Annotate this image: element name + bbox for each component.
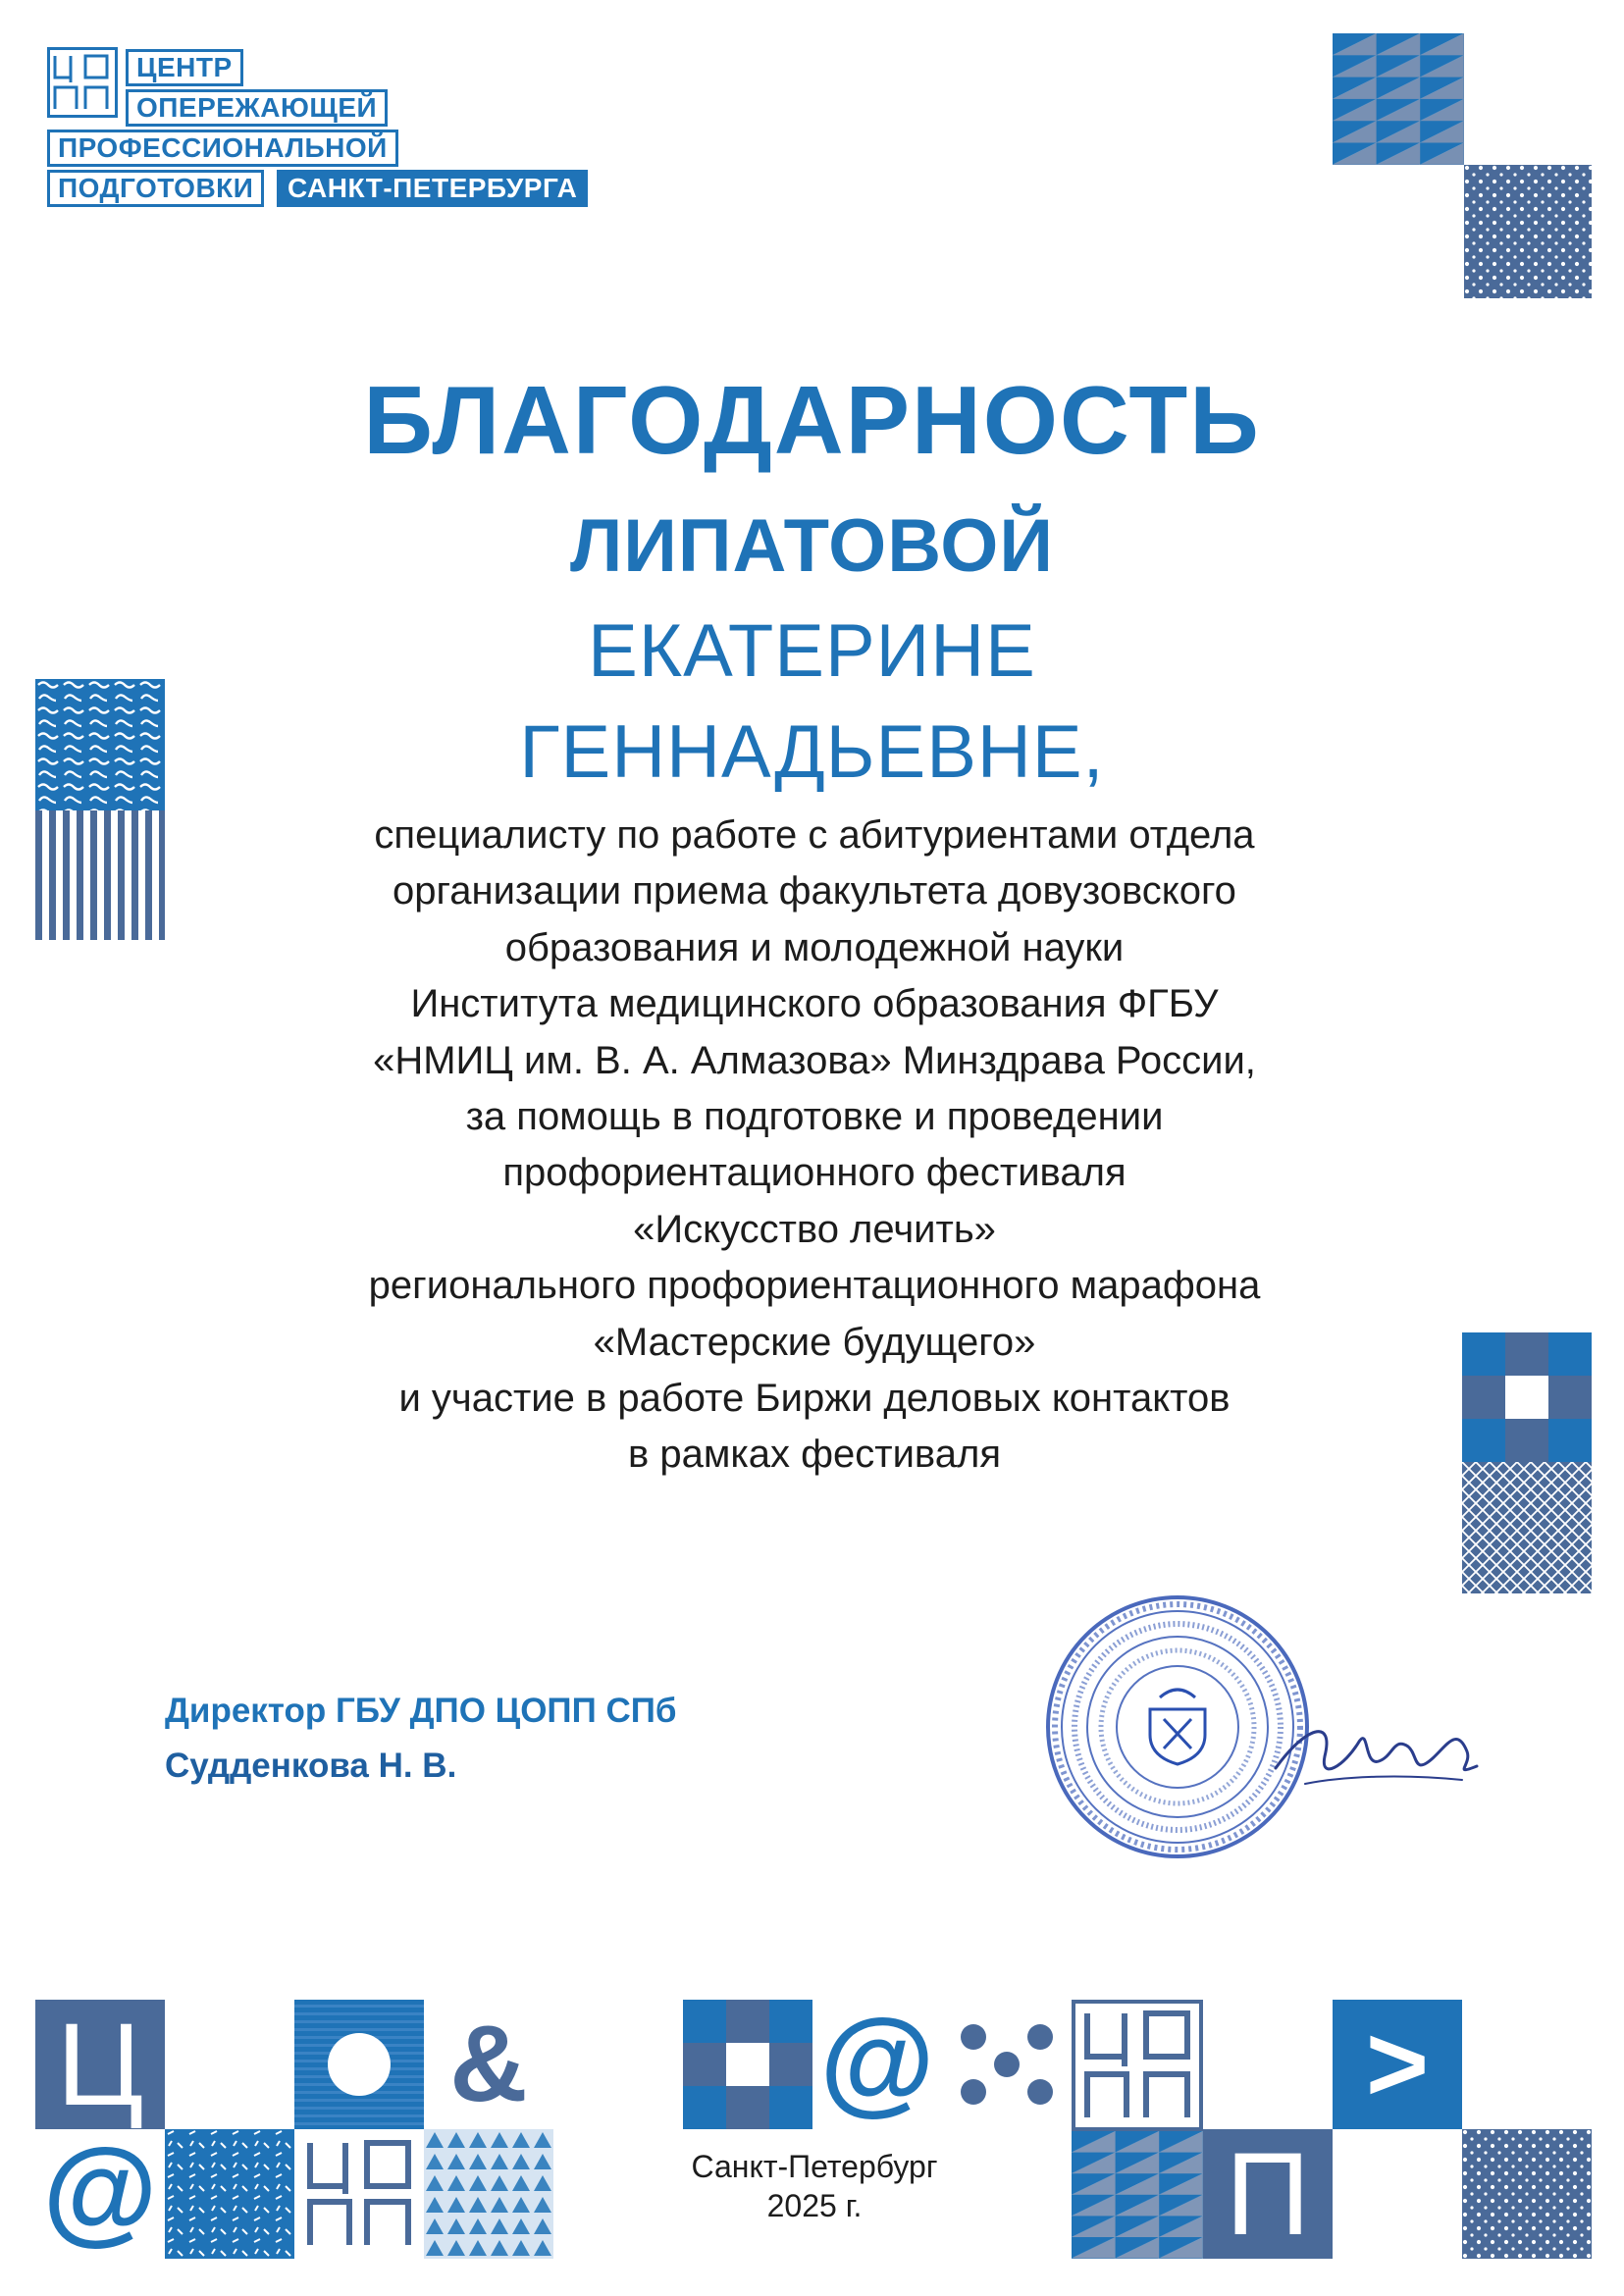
body-line: специалисту по работе с абитуриентами отдела [374, 813, 1255, 857]
body-line: Института медицинского образования ФГБУ [410, 982, 1219, 1026]
body-line: профориентационного фестиваля [502, 1151, 1126, 1195]
small-triangle-pattern-tile [424, 2129, 553, 2259]
triangle-pattern-tile [1333, 33, 1464, 165]
dotted-pattern-tile-bottom [1462, 2129, 1592, 2259]
crosshatch-pattern-tile [1462, 1462, 1592, 1593]
city-name: Санкт-Петербург [691, 2149, 938, 2184]
gratitude-body [245, 808, 1384, 1484]
body-line: и участие в работе Биржи деловых контактов [398, 1377, 1231, 1421]
logo-line-advanced: ОПЕРЕЖАЮЩЕЙ [126, 89, 388, 127]
confetti-pattern-tile [165, 2129, 294, 2259]
place-and-date [628, 2147, 1001, 2225]
copp-logo-mark-icon [47, 47, 118, 118]
at-sign-tile [35, 2124, 165, 2259]
body-line: «Искусство лечить» [633, 1207, 996, 1251]
letter-ts-glyph: Ц [56, 1999, 144, 2130]
letter-p-glyph: П [1225, 2128, 1311, 2260]
at-sign-tile-center [812, 1995, 942, 2129]
ampersand-tile [424, 2000, 553, 2129]
body-line: за помощь в подготовке и проведении [465, 1095, 1164, 1139]
body-line: образования и молодежной науки [504, 925, 1125, 969]
recipient-patronymic: ГЕННАДЬЕВНЕ, [519, 710, 1105, 794]
logo-line-city: САНКТ-ПЕТЕРБУРГА [277, 170, 588, 207]
five-dots-tile [942, 2000, 1072, 2129]
arrow-right-icon: > [1365, 2004, 1430, 2124]
dotted-pattern-tile [1464, 165, 1592, 298]
zigzag-pattern-tile [1072, 2131, 1203, 2259]
signatory-position: Директор ГБУ ДПО ЦОПП СПб [165, 1692, 677, 1730]
recipient-first-name: ЕКАТЕРИНЕ [588, 609, 1036, 693]
arrow-tile [1333, 2000, 1462, 2129]
logo-line-center: ЦЕНТР [126, 49, 243, 86]
body-line: регионального профориентационного марафона [368, 1264, 1261, 1308]
letter-p-tile [1203, 2129, 1333, 2259]
body-line: организации приема факультета довузовского [393, 869, 1236, 913]
vertical-stripes-tile [35, 810, 165, 940]
body-line: в рамках фестиваля [628, 1433, 1001, 1477]
letter-ts-tile [35, 2000, 165, 2129]
at-sign-glyph: @ [819, 1995, 935, 2126]
logo-line-professional: ПРОФЕССИОНАЛЬНОЙ [47, 130, 398, 167]
pixel-cross-tile [1462, 1332, 1592, 1462]
document-title: БЛАГОДАРНОСТЬ [363, 366, 1261, 474]
body-line: «Мастерские будущего» [593, 1320, 1036, 1364]
circle-tile [294, 2000, 424, 2129]
body-line: «НМИЦ им. В. А. Алмазова» Минздрава России, [373, 1038, 1256, 1082]
year: 2025 г. [766, 2188, 863, 2223]
ampersand-glyph: & [449, 2004, 528, 2124]
recipient-surname: ЛИПАТОВОЙ [569, 504, 1055, 588]
pixel-square-tile [683, 2000, 812, 2129]
signatory-name: Судденкова Н. В. [165, 1747, 457, 1785]
organization-logo [0, 0, 638, 211]
at-sign-glyph: @ [42, 2124, 158, 2256]
copp-letters-tile-right [1072, 2000, 1203, 2131]
logo-line-training: ПОДГОТОВКИ [47, 170, 264, 207]
handwritten-signature-icon [1266, 1697, 1492, 1805]
copp-letters-tile [294, 2129, 424, 2259]
